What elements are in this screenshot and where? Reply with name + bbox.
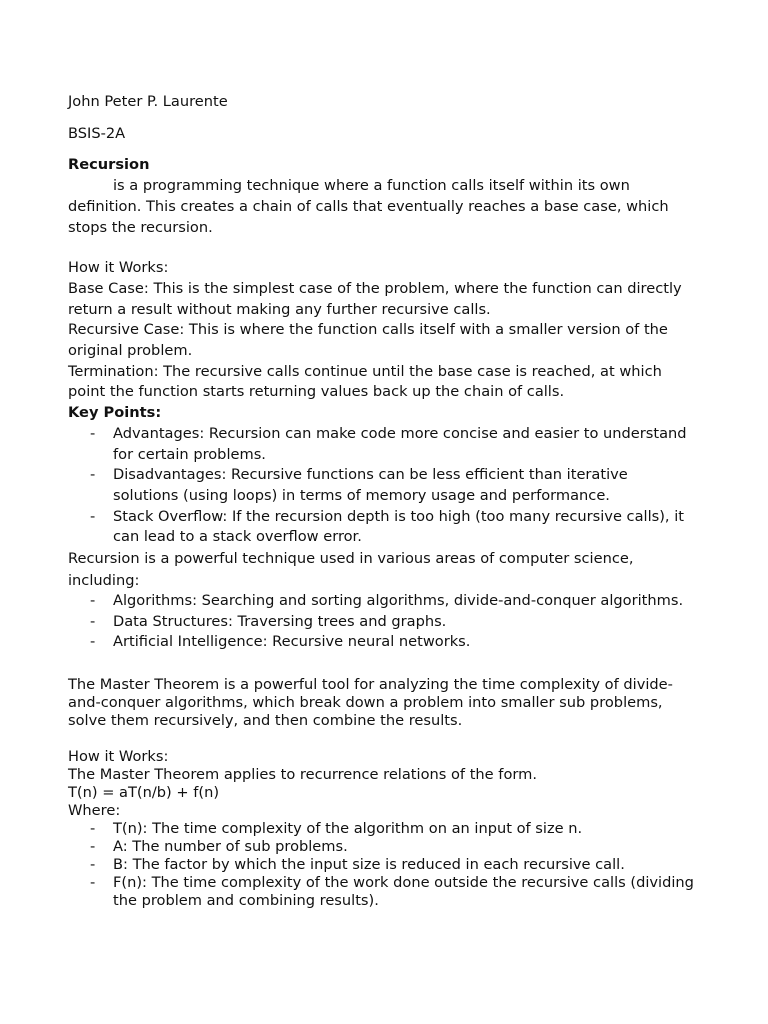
dash-marker: - — [90, 820, 96, 838]
applications-list — [68, 591, 696, 653]
list-item — [68, 507, 696, 548]
dash-marker: - — [90, 856, 96, 874]
where-label: Where: — [68, 802, 121, 820]
application-data-structures: Data Structures: Traversing trees and graphs. — [113, 612, 447, 630]
list-item — [68, 424, 696, 465]
application-algorithms: Algorithms: Searching and sorting algorithms, divide-and-conquer algorithms. — [113, 592, 684, 610]
list-item — [68, 632, 696, 653]
key-point-disadvantages: Disadvantages: Recursive functions can be less efficient than iterative solutions (using loops) in terms of memory usage and performance. — [113, 466, 628, 504]
author-name: John Peter P. Laurente — [68, 93, 228, 110]
applications-intro: Recursion is a powerful technique used in various areas of computer science, including: — [68, 550, 634, 589]
base-case-text: Base Case: This is the simplest case of the problem, where the function can directly return a result without making any further recursive calls. — [68, 279, 682, 318]
recursive-case-text: Recursive Case: This is where the function calls itself with a smaller version of the original problem. — [68, 321, 668, 360]
key-points-list — [68, 424, 696, 548]
list-item — [68, 874, 696, 910]
termination-text: Termination: The recursive calls continue until the base case is reached, at which point the function starts returning values back up the chain of calls. — [68, 362, 662, 401]
master-applies-text: The Master Theorem applies to recurrence relations of the form. — [68, 766, 537, 784]
master-formula: T(n) = aT(n/b) + f(n) — [68, 784, 220, 802]
list-item — [68, 612, 696, 633]
dash-marker: - — [90, 612, 96, 630]
dash-marker: - — [90, 507, 96, 525]
master-how-heading: How it Works: — [68, 748, 169, 766]
list-item — [68, 856, 696, 874]
list-item — [68, 465, 696, 506]
key-point-stack-overflow: Stack Overflow: If the recursion depth is too high (too many recursive calls), it can lead to a stack overflow error. — [113, 507, 684, 546]
key-point-advantages: Advantages: Recursion can make code more concise and easier to understand for certain problems. — [113, 424, 687, 463]
master-theorem-section — [68, 676, 696, 910]
term-b: B: The factor by which the input size is reduced in each recursive call. — [113, 856, 625, 874]
list-item — [68, 591, 696, 612]
key-points-heading: Key Points: — [68, 404, 162, 422]
dash-marker: - — [90, 633, 96, 651]
dash-marker: - — [90, 592, 96, 610]
term-a: A: The number of sub problems. — [113, 838, 348, 856]
master-theorem-intro: The Master Theorem is a powerful tool for analyzing the time complexity of divide-and-conquer algorithms, which break down a problem into smaller sub problems, solve them recursively, and then combine the results. — [68, 676, 673, 730]
recursion-definition: is a programming technique where a function calls itself within its own definition. This creates a chain of calls that eventually reaches a base case, which stops the recursion. — [68, 177, 669, 236]
master-terms-list — [68, 820, 696, 910]
application-ai: Artificial Intelligence: Recursive neural networks. — [113, 633, 471, 651]
list-item — [68, 838, 696, 856]
term-tn: T(n): The time complexity of the algorithm on an input of size n. — [113, 820, 583, 838]
dash-marker: - — [90, 874, 96, 892]
recursion-heading: Recursion — [68, 156, 150, 174]
term-fn: F(n): The time complexity of the work done outside the recursive calls (dividing the problem and combining results). — [113, 874, 694, 910]
document-page — [68, 92, 696, 910]
dash-marker: - — [90, 838, 96, 856]
dash-marker: - — [90, 466, 96, 484]
dash-marker: - — [90, 424, 96, 442]
how-it-works-heading: How it Works: — [68, 259, 169, 277]
class-section: BSIS-2A — [68, 124, 126, 142]
list-item — [68, 820, 696, 838]
